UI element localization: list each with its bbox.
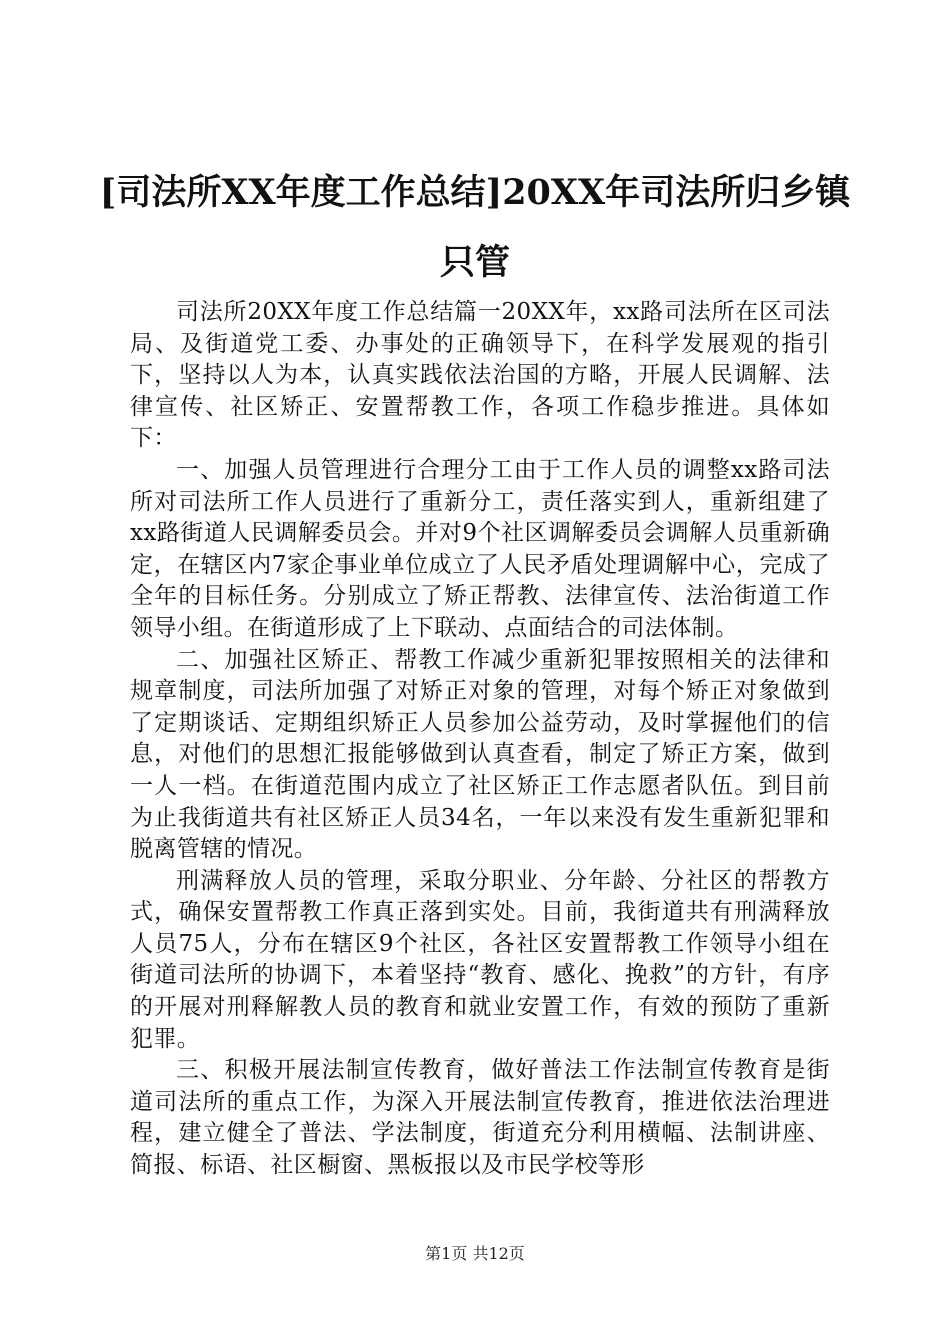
paragraph-staff-management: 一、加强人员管理进行合理分工由于工作人员的调整xx路司法所对司法所工作人员进行了重新分工，责任落实到人，重新组建了xx路街道人民调解委员会。并对9个社区调解委员会调解人员重新确定，在辖区内7家企事业单位成立了人民矛盾处理调解中心，完成了全年的目标任务。分别成立了矫正帮教、法律宣传、法治街道工作领导小组。在街道形成了上下联动、点面结合的司法体制。 [130,456,830,641]
paragraph-released-personnel: 刑满释放人员的管理，采取分职业、分年龄、分社区的帮教方式，确保安置帮教工作真正落到实处。目前，我街道共有刑满释放人员75人，分布在辖区9个社区，各社区安置帮教工作领导小组在街道司法所的协调下，本着坚持“教育、感化、挽救”的方针，有序的开展对刑释解教人员的教育和就业安置工作，有效的预防了重新犯罪。 [130,867,830,1052]
paragraph-legal-education: 三、积极开展法制宣传教育，做好普法工作法制宣传教育是街道司法所的重点工作，为深入开展法制宣传教育，推进依法治理进程，建立健全了普法、学法制度，街道充分利用横幅、法制讲座、简报、标语、社区橱窗、黑板报以及市民学校等形 [130,1057,830,1179]
paragraph-intro: 司法所20XX年度工作总结篇一20XX年，xx路司法所在区司法局、及街道党工委、办事处的正确领导下，在科学发展观的指引下，坚持以人为本，认真实践依法治国的方略，开展人民调解、法律宣传、社区矫正、安置帮教工作，各项工作稳步推进。具体如下： [130,299,830,452]
document-body [130,297,830,1182]
paragraph-community-correction: 二、加强社区矫正、帮教工作减少重新犯罪按照相关的法律和规章制度，司法所加强了对矫正对象的管理，对每个矫正对象做到了定期谈话、定期组织矫正人员参加公益劳动，及时掌握他们的信息，对他们的思想汇报能够做到认真查看，制定了矫正方案，做到一人一档。在街道范围内成立了社区矫正工作志愿者队伍。到目前为止我街道共有社区矫正人员34名，一年以来没有发生重新犯罪和脱离管辖的情况。 [130,646,830,863]
document-title: [司法所XX年度工作总结]20XX年司法所归乡镇只管 [99,172,851,283]
page-number-footer: 第1页 共12页 [425,1244,525,1263]
